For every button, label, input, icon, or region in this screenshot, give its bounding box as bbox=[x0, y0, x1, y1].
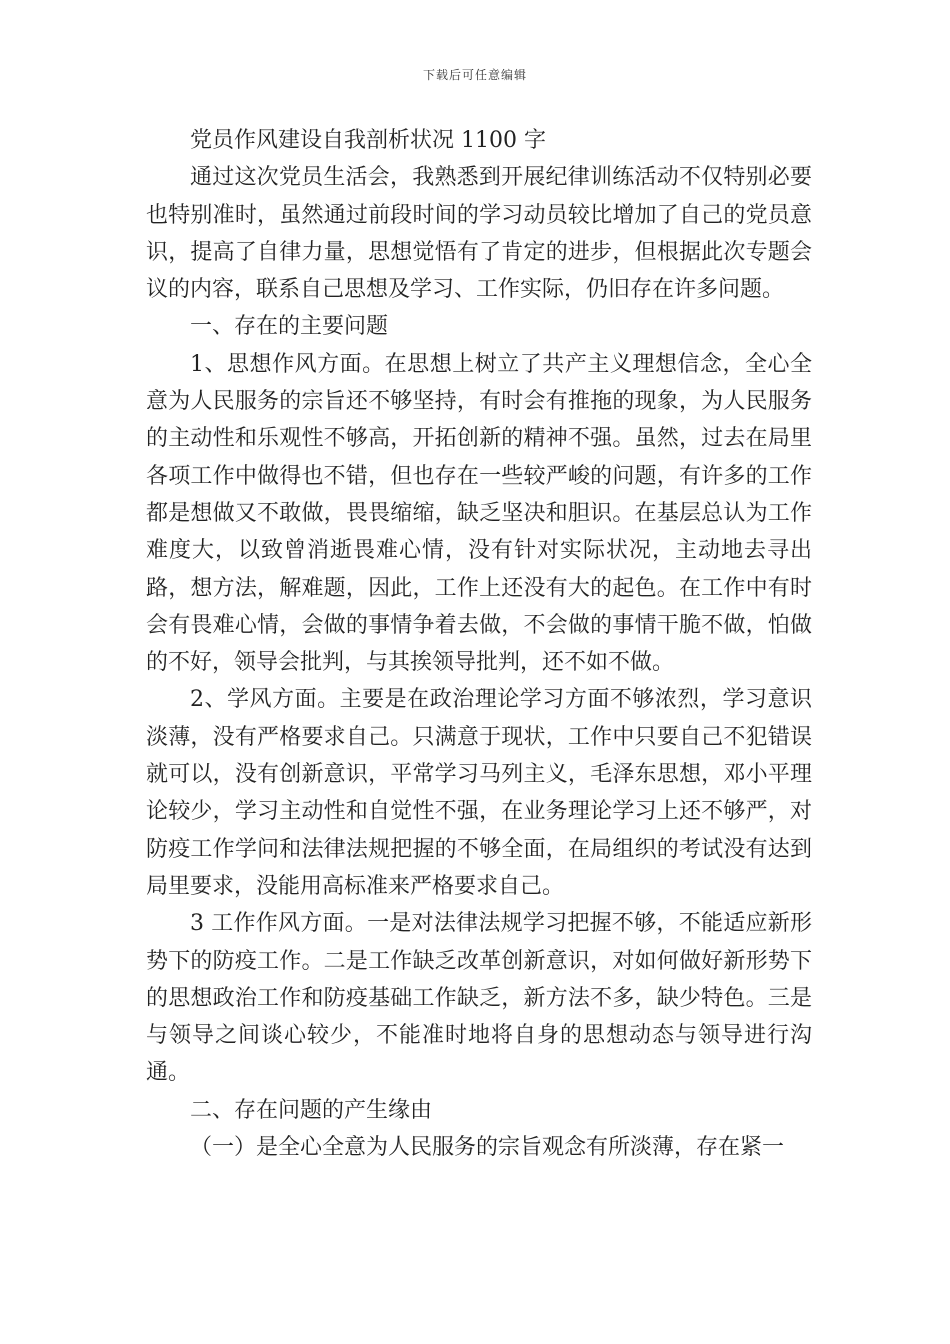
paragraph-study-style: 2、学风方面。主要是在政治理论学习方面不够浓烈，学习意识淡薄，没有严格要求自己。只满意于现状，工作中只要自己不犯错误就可以，没有创新意识，平常学习马列主义，毛泽东思想，邓小平理论较少，学习主动性和自觉性不强，在业务理论学习上还不够严，对防疫工作学问和法律法规把握的不够全面，在局组织的考试没有达到局里要求，没能用高标准来严格要求自己。 bbox=[146, 687, 812, 899]
paragraph-ideology-style: 1、思想作风方面。在思想上树立了共产主义理想信念，全心全意为人民服务的宗旨还不够坚持，有时会有推拖的现象，为人民服务的主动性和乐观性不够高，开拓创新的精神不强。虽然，过去在局里各项工作中做得也不错，但也存在一些较严峻的问题，有许多的工作都是想做又不敢做，畏畏缩缩，缺乏坚决和胆识。在基层总认为工作难度大，以致曾消逝畏难心情，没有针对实际状况，主动地去寻出路，想方法，解难题，因此，工作上还没有大的起色。在工作中有时会有畏难心情，会做的事情争着去做，不会做的事情干脆不做，怕做的不好，领导会批判，与其挨领导批判，还不如不做。 bbox=[146, 351, 812, 676]
document-title: 党员作风建设自我剖析状况 1100 字 bbox=[190, 128, 546, 153]
document-body bbox=[146, 122, 812, 1166]
section-heading-causes: 二、存在问题的产生缘由 bbox=[190, 1097, 433, 1123]
paragraph-work-style: 3 工作作风方面。一是对法律法规学习把握不够，不能适应新形势下的防疫工作。二是工作缺乏改革创新意识，对如何做好新形势下的思想政治工作和防疫基础工作缺乏，新方法不多，缺少特色。三是与领导之间谈心较少，不能准时地将自身的思想动态与领导进行沟通。 bbox=[146, 911, 812, 1086]
page-header: 下载后可任意编辑 bbox=[422, 68, 527, 82]
paragraph-intro: 通过这次党员生活会，我熟悉到开展纪律训练活动不仅特别必要也特别准时，虽然通过前段时间的学习动员较比增加了自己的党员意识，提高了自律力量，思想觉悟有了肯定的进步，但根据此次专题会议的内容，联系自己思想及学习、工作实际，仍旧存在许多问题。 bbox=[146, 165, 812, 303]
section-heading-main-problems: 一、存在的主要问题 bbox=[190, 314, 389, 340]
paragraph-cause-one: （一）是全心全意为人民服务的宗旨观念有所淡薄，存在紧一 bbox=[190, 1135, 785, 1161]
